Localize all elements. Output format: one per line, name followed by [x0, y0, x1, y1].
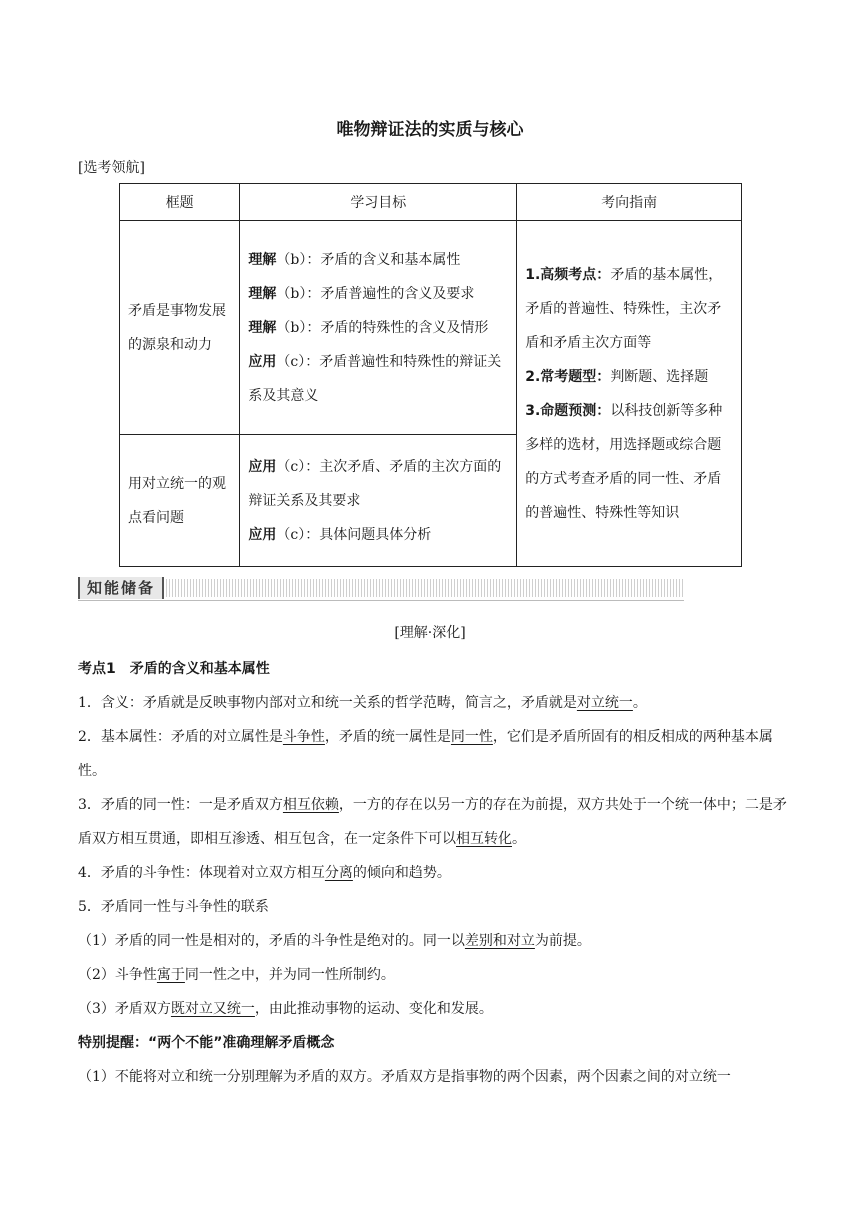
- paragraph: （3）矛盾双方既对立又统一，由此推动事物的运动、变化和发展。: [78, 1001, 493, 1017]
- key-term: 同一性: [450, 729, 493, 745]
- banner-divider: [78, 600, 684, 601]
- key-term: 分离: [324, 865, 353, 881]
- goal-line: 理解（b）：矛盾普遍性的含义及要求: [248, 285, 475, 302]
- paragraph: （1）矛盾的同一性是相对的，矛盾的斗争性是绝对的。同一以差别和对立为前提。: [78, 933, 591, 949]
- key-term: 相互转化: [456, 831, 512, 847]
- header-goal: 学习目标: [240, 184, 517, 221]
- goal-line: 应用（c）：主次矛盾、矛盾的主次方面的辩证关系及其要求: [248, 458, 502, 509]
- goal-cell: [240, 221, 517, 435]
- guide-cell: [517, 221, 742, 567]
- paragraph: （2）斗争性寓于同一性之中，并为同一性所制约。: [78, 967, 395, 983]
- paragraph: 5．矛盾同一性与斗争性的联系: [78, 899, 269, 915]
- paragraph: 2．基本属性：矛盾的对立属性是斗争性，矛盾的统一属性是同一性，它们是矛盾所固有的相反相成的两种基本属性。: [78, 729, 773, 779]
- paragraph: 4．矛盾的斗争性：体现着对立双方相互分离的倾向和趋势。: [78, 865, 451, 881]
- paragraph: 3．矛盾的同一性：一是矛盾双方相互依赖，一方的存在以另一方的存在为前提，双方共处于一个统一体中；二是矛盾双方相互贯通，即相互渗透、相互包含，在一定条件下可以相互转化。: [78, 797, 787, 847]
- tip-heading: 特别提醒：“两个不能”准确理解矛盾概念: [78, 1035, 335, 1051]
- goal-line: 理解（b）：矛盾的特殊性的含义及情形: [248, 319, 489, 336]
- goal-line: 应用（c）：具体问题具体分析: [248, 526, 432, 543]
- paragraph: （1）不能将对立和统一分别理解为矛盾的双方。矛盾双方是指事物的两个因素，两个因素之间的对立统一: [78, 1069, 731, 1085]
- key-term: 寓于: [156, 967, 185, 983]
- key-term: 斗争性: [282, 729, 325, 745]
- key-term: 对立统一: [576, 695, 633, 711]
- key-term: 既对立又统一: [170, 1001, 255, 1017]
- section-banner: [78, 575, 684, 601]
- nav-label: [选考领航]: [78, 160, 145, 176]
- guide-item: 1.高频考点：矛盾的基本属性，矛盾的普遍性、特殊性，主次矛盾和矛盾主次方面等: [525, 266, 723, 351]
- header-topic: 框题: [120, 184, 240, 221]
- study-guide-table: [119, 183, 742, 567]
- table-header-row: [120, 184, 742, 221]
- kaodian-heading: 考点1 矛盾的含义和基本属性: [78, 661, 270, 677]
- key-term: 差别和对立: [464, 933, 535, 949]
- content-body: [78, 652, 788, 1094]
- banner-label: 知能储备: [78, 577, 164, 599]
- goal-line: 应用（c）：矛盾普遍性和特殊性的辩证关系及其意义: [248, 353, 502, 404]
- key-term: 相互依赖: [282, 797, 339, 813]
- header-guide: 考向指南: [517, 184, 742, 221]
- section-subtitle: [理解·深化]: [394, 625, 466, 641]
- page-title: 唯物辩证法的实质与核心: [336, 120, 524, 140]
- goal-line: 理解（b）：矛盾的含义和基本属性: [248, 251, 461, 268]
- goal-cell: [240, 435, 517, 567]
- topic-cell: 用对立统一的观点看问题: [120, 435, 240, 567]
- guide-item: 2.常考题型：判断题、选择题: [525, 368, 709, 385]
- table-row: [120, 221, 742, 435]
- banner-stripe: [166, 579, 684, 597]
- paragraph: 1．含义：矛盾就是反映事物内部对立和统一关系的哲学范畴，简言之，矛盾就是对立统一。: [78, 695, 647, 711]
- guide-item: 3.命题预测：以科技创新等多种多样的选材，用选择题或综合题的方式考查矛盾的同一性、矛盾的普遍性、特殊性等知识: [525, 402, 723, 521]
- topic-cell: 矛盾是事物发展的源泉和动力: [120, 221, 240, 435]
